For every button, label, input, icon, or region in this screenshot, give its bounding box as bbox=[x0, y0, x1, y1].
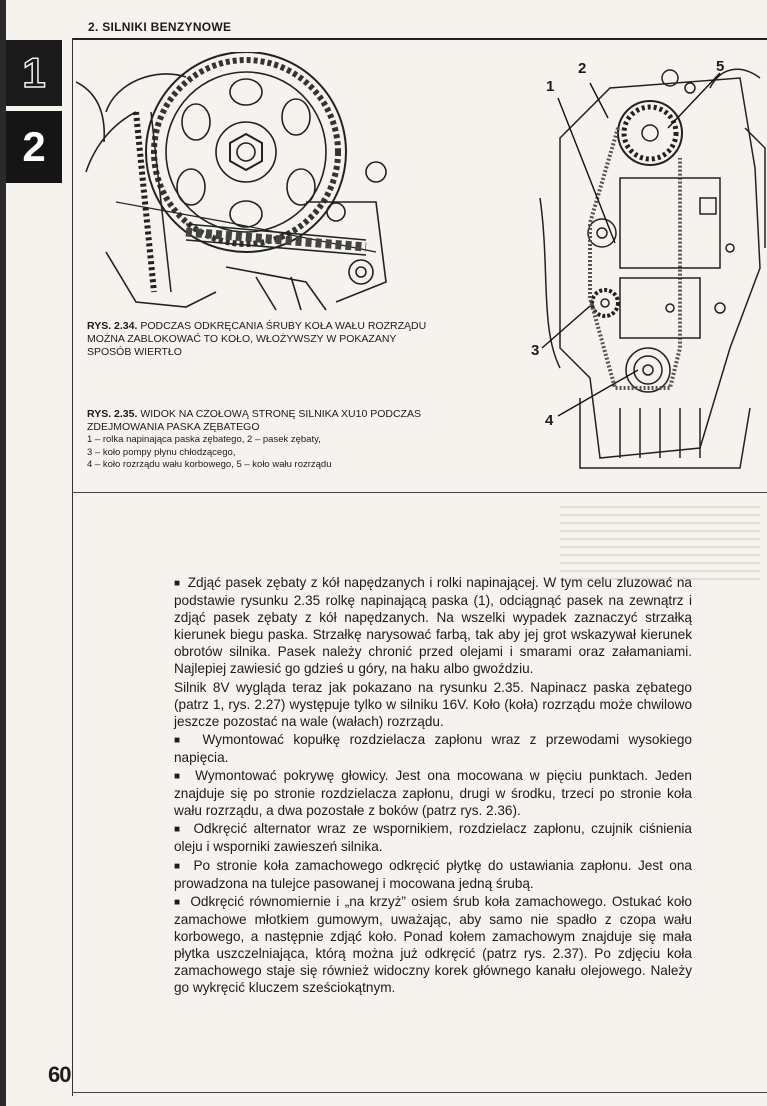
figure-2-35-legend-3: 4 – koło rozrządu wału korbowego, 5 – koło wału rozrządu bbox=[87, 459, 332, 470]
page-number: 60 bbox=[48, 1062, 71, 1087]
paragraph: ■ Wymontować kopułkę rozdzielacza zapłonu wraz z przewodami wysokiego napięcia. bbox=[174, 731, 692, 766]
figure-2-35-legend-2: 3 – koło pompy płynu chłodzącego, bbox=[87, 446, 236, 458]
figure-2-34-caption-text: PODCZAS ODKRĘCANIA ŚRUBY KOŁA WAŁU ROZRZĄDU MOŻNA ZABLOKOWAĆ TO KOŁO, WŁOŻYWSZY W POKAZANY SPOSÓB WIERTŁO bbox=[87, 320, 427, 358]
paragraph: ■ Zdjąć pasek zębaty z kół napędzanych i rolki napinającej. W tym celu zluzować na podstawie rysunku 2.35 rolkę napinającą paska (1), odciągnąć pasek na zewnątrz i zdjąć pasek zębaty z kół napędzanych. Na wszelki wypadek zaznaczyć strzałką kierunek biegu paska. Strzałkę narysować farbą, tak aby jej grot wskazywał kierunek obrotów silnika. Pasek należy chronić przed olejami i smarami oraz załamaniami. Najlepiej zawiesić go gdzieś u góry, na haku albo gwoździu. bbox=[174, 574, 692, 678]
figure-2-35-legend-1: 1 – rolka napinająca paska zębatego, 2 – pasek zębaty, bbox=[87, 434, 321, 445]
figure-2-35-callout-1: 1 bbox=[546, 78, 555, 95]
paragraph: Silnik 8V wygląda teraz jak pokazano na rysunku 2.35. Napinacz paska zębatego (patrz 1, rys. 2.27) występuje tylko w silniku 16V. Koło (koła) rozrządu może chwilowo jeszcze pozostać na wale (wałach) rozrządu. bbox=[174, 679, 692, 729]
figure-2-35-label: RYS. 2.35. bbox=[87, 408, 138, 420]
bleed-through-shadow bbox=[560, 500, 760, 580]
figure-2-35-caption bbox=[87, 408, 427, 472]
footer-rule bbox=[72, 1092, 767, 1093]
section-divider bbox=[72, 492, 767, 493]
chapter-tab-2[interactable] bbox=[6, 111, 62, 183]
paragraph: ■ Odkręcić alternator wraz ze wspornikiem, rozdzielacz zapłonu, czujnik ciśnienia oleju i wsporniki zawieszeń silnika. bbox=[174, 820, 692, 855]
figure-2-35-callout-5: 5 bbox=[716, 58, 725, 75]
chapter-tab-1[interactable] bbox=[6, 40, 62, 106]
figure-2-35-callout-2: 2 bbox=[578, 60, 587, 77]
paragraph: ■ Wymontować pokrywę głowicy. Jest ona mocowana w pięciu punktach. Jeden znajduje się po stronie rozdzielacza zapłonu, drugi w środku, trzeci po stronie koła wału rozrządu, a dwa pozostałe z boków (patrz rys. 2.36). bbox=[174, 767, 692, 819]
figure-2-35-caption-text: WIDOK NA CZOŁOWĄ STRONĘ SILNIKA XU10 PODCZAS ZDEJMOWANIA PASKA ZĘBATEGO bbox=[87, 408, 421, 433]
paragraph: ■ Po stronie koła zamachowego odkręcić płytkę do ustawiania zapłonu. Jest ona prowadzona na tulejce pasowanej i mocowana jedną śrubą. bbox=[174, 857, 692, 892]
running-header: 2. SILNIKI BENZYNOWE bbox=[88, 20, 232, 34]
chapter-tab-2-label: 2 bbox=[22, 123, 46, 170]
figure-2-34-label: RYS. 2.34. bbox=[87, 320, 138, 332]
figure-2-34-caption bbox=[87, 320, 427, 359]
figure-2-35-illustration bbox=[520, 48, 767, 478]
chapter-tab-1-label: 1 bbox=[22, 49, 46, 96]
paragraph: ■ Odkręcić równomiernie i „na krzyż” osiem śrub koła zamachowego. Ostukać koło zamachowe młotkiem gumowym, uważając, aby samo nie spadło z czopa wału korbowego, a następnie zdjąć koło. Ponad kołem zamachowym znajduje się mała płytka uszczelniająca, którą można już odkręcić (patrz rys. 2.37). Po zdjęciu koła zamachowego staje się również widoczny korek głównego kanału olejowego. Należy go wykręcić kluczem sześciokątnym. bbox=[174, 893, 692, 997]
figure-2-35-callout-3: 3 bbox=[531, 342, 540, 359]
figure-2-34-illustration bbox=[76, 52, 392, 314]
margin-rule bbox=[72, 38, 73, 1096]
body-text bbox=[174, 574, 692, 997]
figure-2-35-callout-4: 4 bbox=[545, 412, 554, 429]
header-rule bbox=[72, 38, 767, 40]
